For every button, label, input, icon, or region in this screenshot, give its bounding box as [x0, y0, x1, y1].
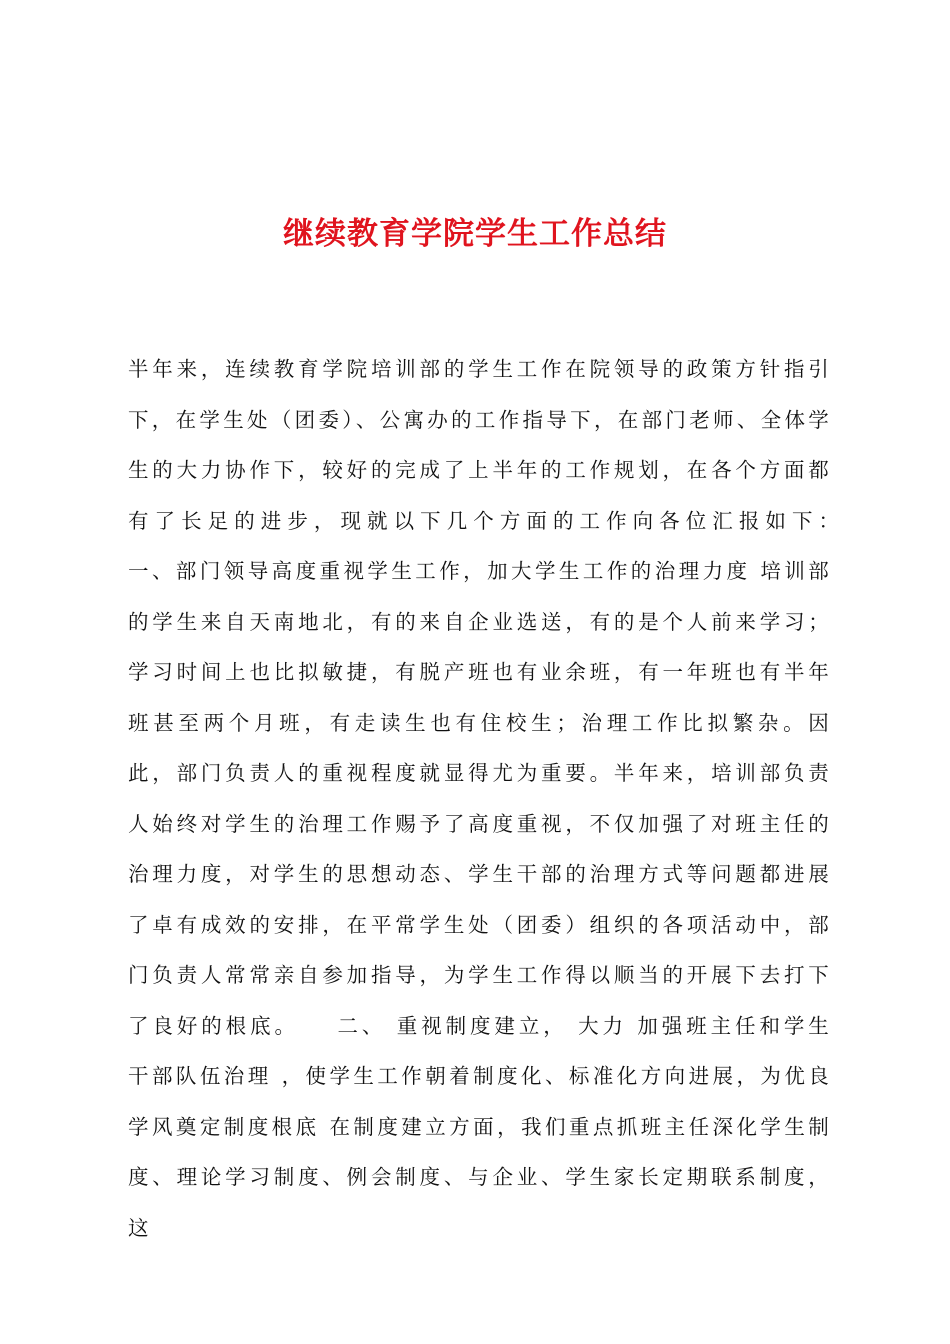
document-title: 继续教育学院学生工作总结: [283, 216, 667, 252]
document-body: 半年来，连续教育学院培训部的学生工作在院领导的政策方针指引下，在学生处（团委）、公寓办的工作指导下，在部门老师、全体学生的大力协作下，较好的完成了上半年的工作规划，在各个方面都有了长足的进步，现就以下几个方面的工作向各位汇报如下： 一、部门领导高度重视学生工作，加大学生工作的治理力度 培训部的学生来自天南地北，有的来自企业选送，有的是个人前来学习；学习时间上也比拟敏捷，有脱产班也有业余班，有一年班也有半年班甚至两个月班，有走读生也有住校生；治理工作比拟繁杂。因此，部门负责人的重视程度就显得尤为重要。半年来，培训部负责人始终对学生的治理工作赐予了高度重视，不仅加强了对班主任的治理力度，对学生的思想动态、学生干部的治理方式等问题都进展了卓有成效的安排，在平常学生处（团委）组织的各项活动中，部门负责人常常亲自参加指导，为学生工作得以顺当的开展下去打下了良好的根底。 二、 重视制度建立， 大力 加强班主任和学生干部队伍治理 ，使学生工作朝着制度化、标准化方向进展，为优良学风奠定制度根底 在制度建立方面，我们重点抓班主任深化学生制度、理论学习制度、例会制度、与企业、学生家长定期联系制度，这: [128, 357, 880, 1240]
